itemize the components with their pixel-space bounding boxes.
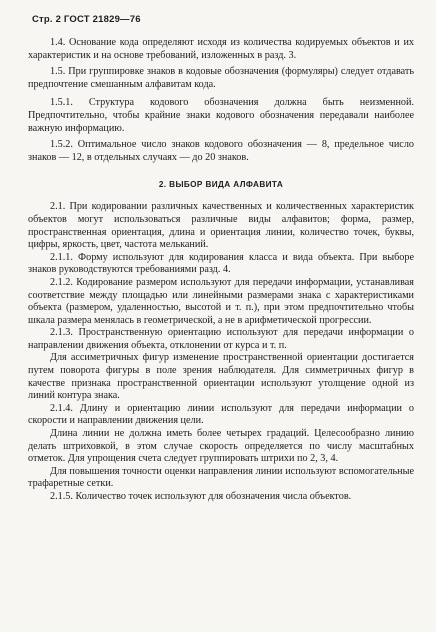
paragraph-1-5-2: 1.5.2. Оптимальное число знаков кодового обозначения — 8, предельное число знаков — 12, в отдельных случаях — до 20 знаков.	[28, 139, 414, 163]
paragraph-2-1: 2.1. При кодировании различных качественных и количественных характеристик объектов могут использоваться различные виды алфавитов; форма, размер, пространственная ориентация, длина и ориентация линии, количество точек, буквы, цифры, яркость, цвет, частота мельканий.	[28, 201, 414, 251]
section-title: 2. ВЫБОР ВИДА АЛФАВИТА	[158, 180, 284, 190]
paragraph-line-length: Длина линии не должна иметь более четырех градаций. Целесообразно линию делать штриховкой, в этом случае скорость определяется по числу масштабных отметок. Для упрощения счета следует группировать штрихи по 2, 3, 4.	[28, 428, 414, 465]
paragraph-2-1-2: 2.1.2. Кодирование размером используют для передачи информации, устанавливая соответствие между площадью или линейными размерами знака с характеристиками объекта (размером, удаленностью, высотой и т. п.), при этом предпочтительно чтобы шкала размера менялась в геометрической, а не в арифметической прогрессии.	[28, 276, 414, 326]
paragraph-asymmetric-figures: Для ассиметричных фигур изменение пространственной ориентации достигается путем поворота фигуры в поле зрения наблюдателя. Для симметричных фигур в качестве признака пространственной ориентации используют утолщение одной из линий контура знака.	[28, 352, 414, 402]
paragraph-2-1-3: 2.1.3. Пространственную ориентацию используют для передачи информации о направлении движения объекта, отклонении от курса и т. п.	[28, 327, 414, 351]
paragraph-2-1-4: 2.1.4. Длину и ориентацию линии используют для передачи информации о скорости и направлении движения цели.	[28, 402, 414, 427]
paragraph-1-5: 1.5. При группировке знаков в кодовые обозначения (формуляры) следует отдавать предпочтение смешанным алфавитам кода.	[28, 66, 414, 90]
paragraph-2-1-1: 2.1.1. Форму используют для кодирования класса и вида объекта. При выборе знаков руководствуются требованиями разд. 4.	[28, 251, 414, 276]
paragraph-1-5-1: 1.5.1. Структура кодового обозначения должна быть неизменной. Предпочтительно, чтобы крайние знаки кодового обозначения передавали наиболее важную информацию.	[28, 97, 414, 134]
page-header: Стр. 2 ГОСТ 21829—76	[32, 14, 141, 25]
paragraph-2-1-5: 2.1.5. Количество точек используют для обозначения числа объектов.	[50, 491, 352, 502]
paragraph-1-4: 1.4. Основание кода определяют исходя из количества кодируемых объектов и их характеристик и на основе требований, изложенных в разд. 3.	[28, 37, 414, 61]
paragraph-direction-accuracy: Для повышения точности оценки направления линии используют вспомогательные трафаретные сетки.	[28, 465, 414, 490]
